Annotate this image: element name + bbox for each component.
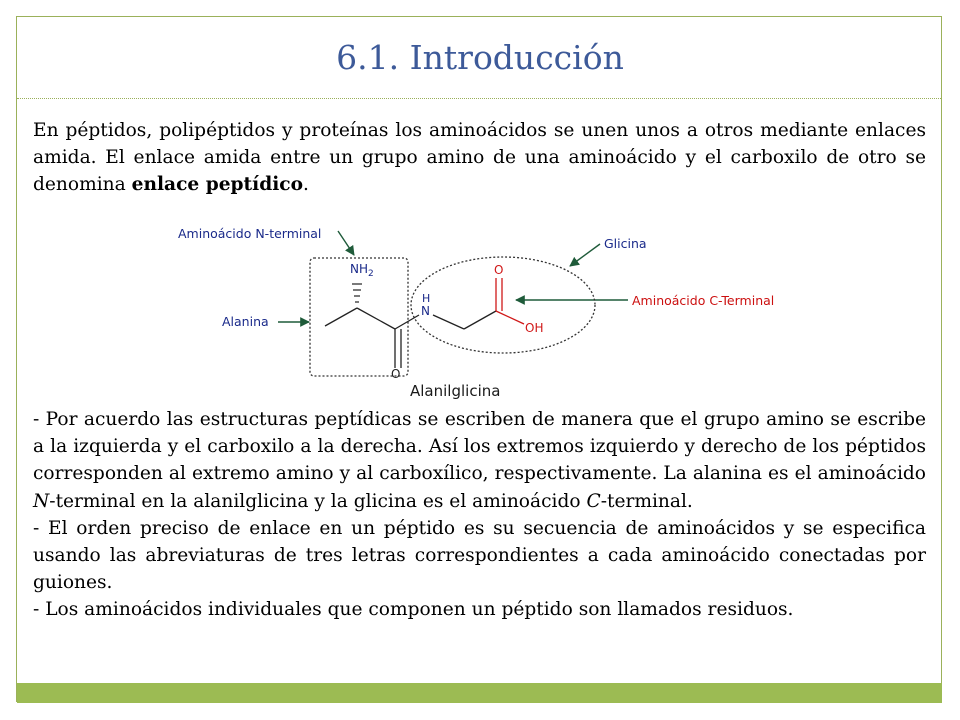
label-c-terminal: Aminoácido C-Terminal — [632, 293, 775, 308]
intro-paragraph — [33, 117, 926, 199]
intro-end: . — [302, 174, 309, 196]
atom-nh2: $NH_2$ — [350, 262, 374, 279]
body-paragraph-3: - Los aminoácidos individuales que componen un péptido son llamados residuos. — [33, 599, 794, 621]
italic-c: C — [586, 490, 601, 512]
body-paragraph-1: - Por acuerdo las estructuras peptídicas se escriben de manera que el grupo amino se escribe a la izquierda y el carboxilo a la derecha. Así los extremos izquierdo y derecho de los péptidos corresponden al extremo amino y al carboxílico, respectivamente. La alanina es el aminoácido N-terminal en la alanilglicina y la glicina es el aminoácido C-terminal. — [33, 409, 926, 512]
peptide-bond-term: enlace peptídico — [131, 174, 303, 196]
label-n-terminal: Aminoácido N-terminal — [178, 226, 322, 241]
molecule-bonds — [325, 308, 496, 368]
body-text — [33, 406, 926, 624]
title-divider — [17, 98, 941, 99]
molecule-caption: Alanilglicina — [410, 382, 501, 400]
intro-text: En péptidos, polipéptidos y proteínas los aminoácidos se unen unos a otros mediante enlaces amida. El enlace amida entre un grupo amino de una aminoácido y el carboxilo de otro se denomina — [33, 120, 926, 196]
label-alanina: Alanina — [222, 314, 269, 329]
atom-o-amide: O — [391, 367, 401, 381]
atom-oh: OH — [525, 321, 544, 335]
alanylglycine-diagram — [170, 218, 810, 404]
footer-bar — [17, 683, 942, 703]
italic-n: N — [33, 490, 50, 512]
label-glicina: Glicina — [604, 236, 647, 251]
body-paragraph-2: - El orden preciso de enlace en un péptido es su secuencia de aminoácidos y se especifica usando las abreviaturas de tres letras correspondientes a cada aminoácido conectadas por guiones. — [33, 517, 926, 594]
atom-n: N — [421, 304, 430, 318]
arrow-glicina — [570, 244, 600, 266]
acid-bonds — [496, 278, 524, 324]
slide-title: 6.1. Introducción — [336, 38, 624, 77]
structure-svg — [170, 218, 810, 400]
arrow-n-terminal — [338, 231, 354, 255]
hashed-wedge — [352, 284, 362, 302]
atom-o-acid: O — [494, 263, 504, 277]
atom-h: H — [422, 292, 431, 305]
